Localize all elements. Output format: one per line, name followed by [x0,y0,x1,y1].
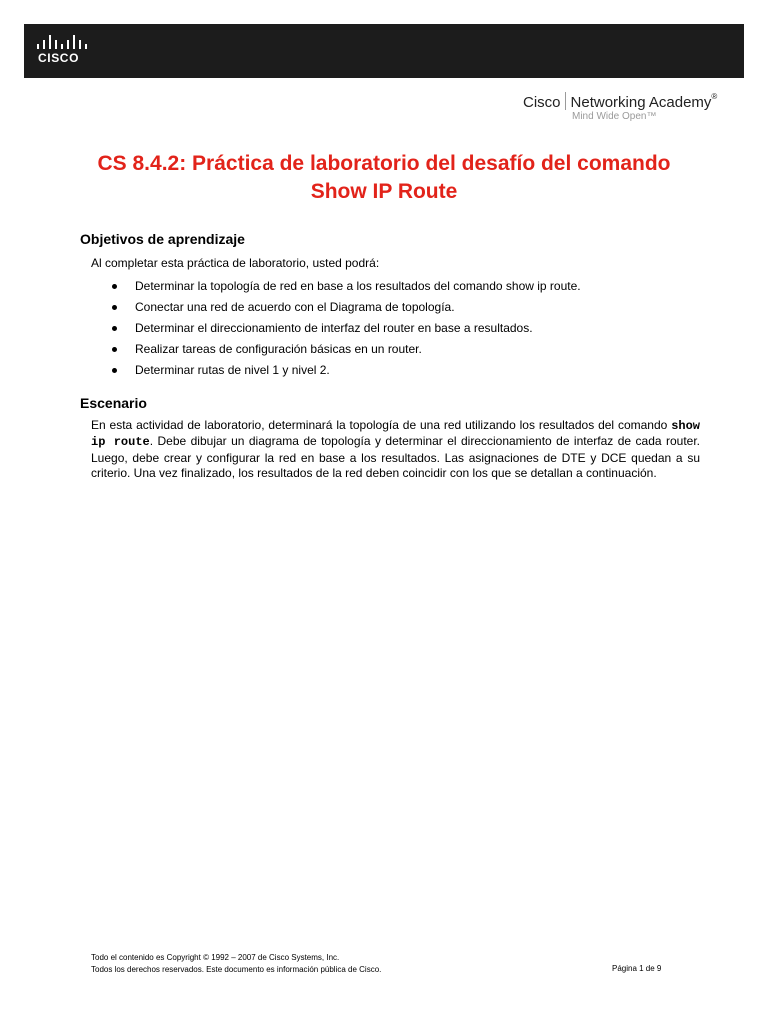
objectives-heading: Objetivos de aprendizaje [80,231,245,247]
bullet-icon [112,284,117,289]
document-title [40,150,728,206]
title-line-1: CS 8.4.2: Práctica de laboratorio del desafío del comando [97,152,671,175]
copyright-line: Todo el contenido es Copyright © 1992 – 2007 de Cisco Systems, Inc. [91,953,340,962]
academy-tagline: Mind Wide Open™ [572,111,657,122]
list-item: Realizar tareas de configuración básicas en un router. [108,340,581,361]
objectives-intro: Al completar esta práctica de laboratorio, usted podrá: [91,256,380,270]
list-item: Determinar rutas de nivel 1 y nivel 2. [108,361,581,382]
objectives-list [108,277,581,382]
bullet-icon [112,305,117,310]
bullet-icon [112,368,117,373]
title-line-2: Show IP Route [310,180,458,203]
academy-reg-mark: ® [711,92,718,101]
header-bar [24,24,744,78]
networking-academy-logo [523,92,743,122]
scenario-paragraph: En esta actividad de laboratorio, determinará la topología de una red utilizando los resultados del comando show ip route. Debe dibujar un diagrama de topología y determinar el direccionamiento de interfaz de cada router. Luego, debe crear y configurar la red en base a los resultados. Las asignaciones de DTE y DCE quedan a su criterio. Una vez finalizado, los resultados de la red deben coincidir con los que se detallan a continuación. [91,418,700,481]
list-item: Conectar una red de acuerdo con el Diagrama de topología. [108,298,581,319]
page-number: Página 1 de 9 [612,964,662,973]
bullet-icon [112,347,117,352]
list-item: Determinar el direccionamiento de interfaz del router en base a resultados. [108,319,581,340]
cisco-bridge-icon [36,33,96,49]
cisco-wordmark: CISCO [38,51,80,65]
rights-line: Todos los derechos reservados. Este documento es información pública de Cisco. [91,965,382,974]
scenario-heading: Escenario [80,395,147,411]
cisco-logo [36,33,96,67]
academy-name: Networking Academy [570,94,712,111]
bullet-icon [112,326,117,331]
footer-copyright [91,952,381,976]
academy-brand: Cisco [523,94,561,111]
command-show-ip-route: show ip route [91,419,700,450]
list-item: Determinar la topología de red en base a los resultados del comando show ip route. [108,277,581,298]
